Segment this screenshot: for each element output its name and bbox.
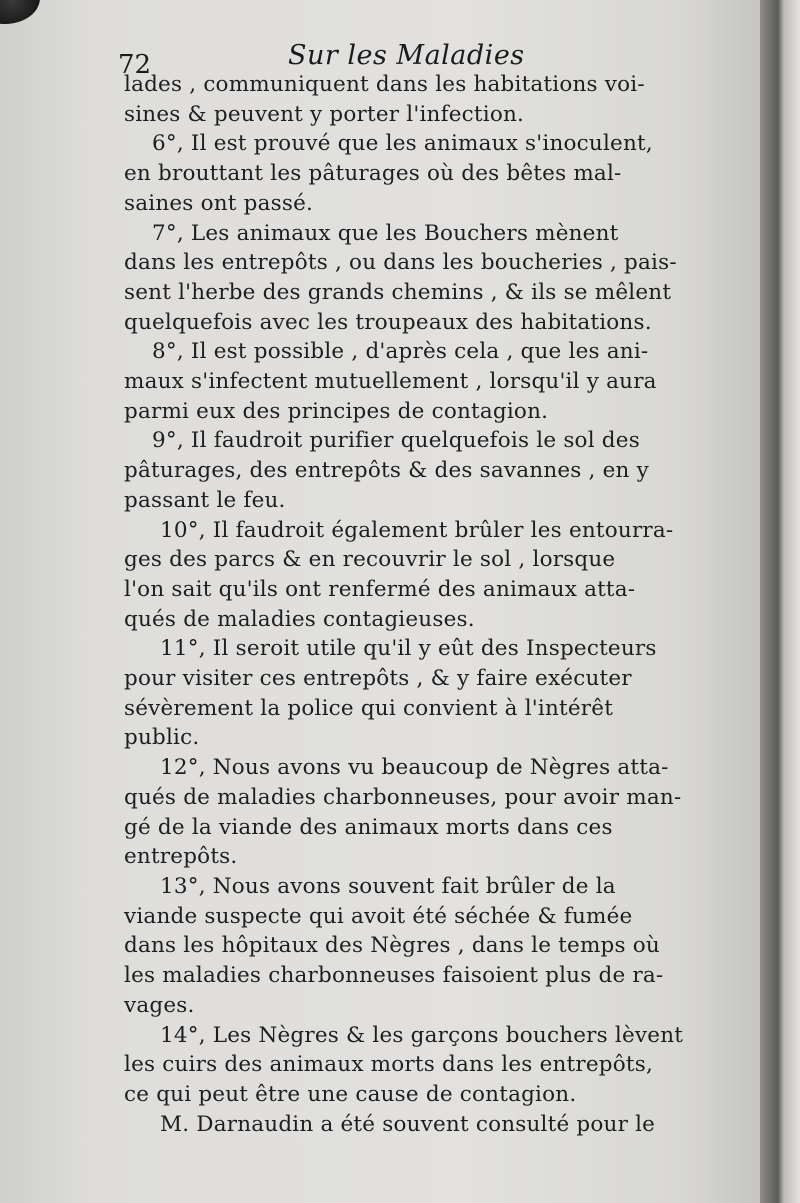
text-line: M. Darnaudin a été souvent consulté pour le (160, 1111, 656, 1137)
text-line: en brouttant les pâturages où des bêtes mal- (124, 161, 622, 187)
text-line: ce qui peut être une cause de contagion. (124, 1081, 577, 1107)
body-text (124, 70, 714, 1139)
text-line: entrepôts. (124, 844, 238, 870)
text-line: passant le feu. (124, 487, 286, 513)
text-line: dans les hôpitaux des Nègres , dans le temps où (124, 933, 660, 959)
text-line: qués de maladies contagieuses. (124, 606, 475, 632)
text-line: pour visiter ces entrepôts , & y faire exécuter (124, 666, 632, 692)
text-line: 12°, Nous avons vu beaucoup de Nègres atta- (160, 755, 669, 781)
book-spine-shadow (760, 0, 800, 1203)
text-line: public. (124, 725, 200, 751)
page-number: 72 (118, 50, 152, 80)
text-line: pâturages, des entrepôts & des savannes , en y (124, 458, 649, 484)
text-line: maux s'infectent mutuellement , lorsqu'il y aura (124, 369, 657, 395)
text-line: qués de maladies charbonneuses, pour avoir man- (124, 784, 682, 810)
running-head: Sur les Maladies (288, 40, 525, 71)
text-line: 9°, Il faudroit purifier quelquefois le sol des (152, 428, 640, 454)
text-line: l'on sait qu'ils ont renfermé des animaux atta- (124, 576, 636, 602)
text-line: ges des parcs & en recouvrir le sol , lorsque (124, 547, 616, 573)
text-line: 14°, Les Nègres & les garçons bouchers lèvent (160, 1022, 684, 1048)
text-line: saines ont passé. (124, 190, 314, 216)
text-line: dans les entrepôts , ou dans les boucheries , pais- (124, 250, 677, 276)
text-line: sévèrement la police qui convient à l'intérêt (124, 695, 614, 721)
text-line: les maladies charbonneuses faisoient plus de ra- (124, 963, 664, 989)
text-line: parmi eux des principes de contagion. (124, 398, 549, 424)
text-line: gé de la viande des animaux morts dans ces (124, 814, 613, 840)
text-line: sines & peuvent y porter l'infection. (124, 101, 525, 127)
text-line: 11°, Il seroit utile qu'il y eût des Inspecteurs (160, 636, 657, 662)
text-line: viande suspecte qui avoit été séchée & fumée (124, 903, 633, 929)
text-line: 13°, Nous avons souvent fait brûler de la (160, 873, 616, 899)
text-line: lades , communiquent dans les habitations voi- (124, 72, 645, 97)
text-line: vages. (124, 992, 195, 1018)
text-line: les cuirs des animaux morts dans les entrepôts, (124, 1052, 653, 1078)
text-line: quelquefois avec les troupeaux des habitations. (124, 309, 652, 335)
text-line: 7°, Les animaux que les Bouchers mènent (152, 220, 619, 246)
text-line: 10°, Il faudroit également brûler les entourra- (160, 517, 674, 543)
text-line: sent l'herbe des grands chemins , & ils se mêlent (124, 279, 672, 305)
text-line: 6°, Il est prouvé que les animaux s'inoculent, (152, 131, 653, 157)
text-line: 8°, Il est possible , d'après cela , que les ani- (152, 339, 649, 365)
